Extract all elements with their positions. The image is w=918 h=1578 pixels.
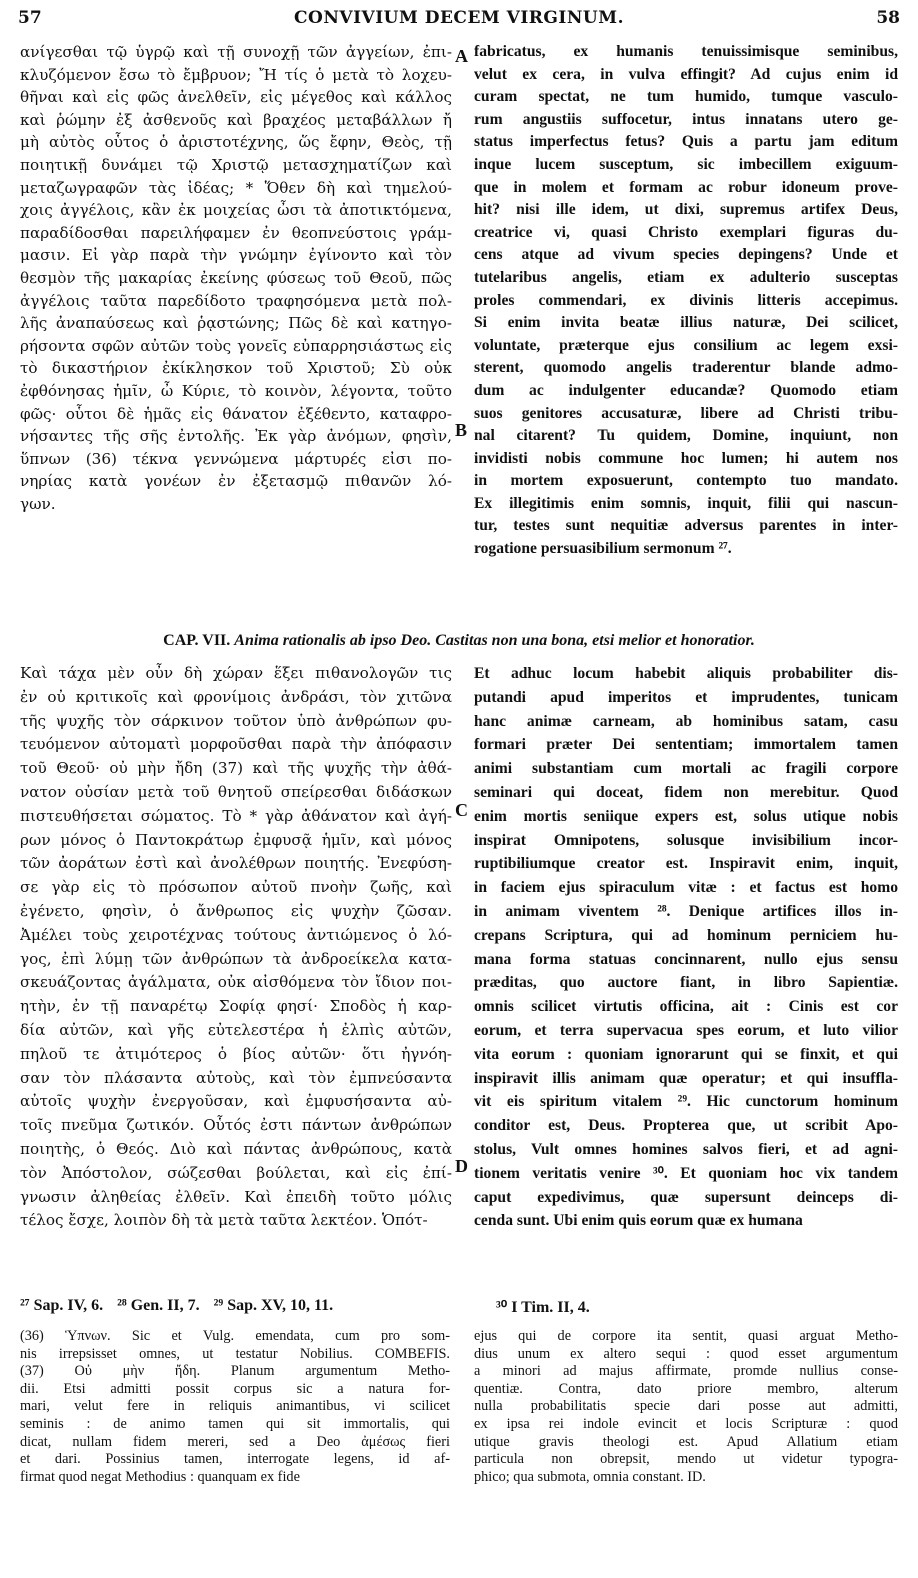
- scripture-ref: ²⁹ Sap. XV, 10, 11.: [213, 1297, 334, 1314]
- text-line: λῆς ἀναπαύσεως καὶ ῥᾳστώνης; Πῶς δὲ καὶ κατηγο-: [20, 314, 452, 333]
- footnote-line: utique gravis theologi est. Apud Allatium etiam: [474, 1433, 898, 1450]
- text-line: πιστευθήσεται σώματος. Τὸ * γὰρ ἀθάνατον καὶ ἀγή-: [20, 806, 452, 825]
- text-line: ρήσοντα σφῶν αὐτῶν τοὺς γονεῖς εὐπαρρησιάστως εἰς: [20, 336, 452, 355]
- text-line: ανίγεσθαι τῷ ὑγρῷ καὶ τῇ συνοχῇ τῶν ἀγγείων, ἐπι-: [20, 43, 452, 61]
- text-line: inque lucem susceptum, sic imbecillem exiguum-: [474, 155, 898, 173]
- page-number-left: 57: [18, 8, 42, 28]
- margin-marker-b: B: [455, 420, 468, 440]
- footnotes-right: [474, 1328, 898, 1486]
- text-line: μὴ αὐτὸς οὗτος ὁ ἀριστοτέχνης, ὥς ἔφην, Θεὸς, τῇ: [20, 133, 452, 152]
- text-line: sterent, quomodo angelis traderentur blande admo-: [474, 359, 898, 377]
- margin-marker-d: D: [455, 1156, 468, 1176]
- footnote-line: (36) Ὑπνων. Sic et Vulg. emendata, cum pro som-: [20, 1328, 450, 1344]
- text-line: rum angustiis suffocetur, intus innatans utero ge-: [474, 110, 898, 128]
- page-title: CONVIVIUM DECEM VIRGINUM.: [294, 8, 624, 28]
- footnote-line: mari, velut fere in reliquis animantibus, vi scilicet: [20, 1398, 450, 1415]
- text-line: proles commendari, ex divinis litteris accepimus.: [474, 291, 898, 309]
- text-line: mana forma statuas concinnarent, nullo ejus sensu: [474, 950, 898, 968]
- text-line: ητὴν, ἐν τῇ παναρέτῳ Σοφίᾳ φησί· Σποδὸς ἡ καρ-: [20, 997, 452, 1016]
- text-line: ἐφθόνησας ἡμῖν, ὦ Κύριε, τὸ κοινὸν, λέγοντα, τοῦτο: [20, 381, 452, 400]
- text-line: crepans Scriptura, qui ad hominum perniciem hu-: [474, 926, 898, 944]
- text-line: dum ac indulgenter educandæ? Quomodo etiam: [474, 381, 898, 399]
- text-line: τῶν ἀοράτων ἐστὶ καὶ ἀνολέθρων ποιητής. Ἐνεφύση-: [20, 854, 452, 873]
- footnote-line: nulla probabilitatis specie dari posse aut admitti,: [474, 1398, 898, 1415]
- text-line: que in molem et formam ac robur idoneum prove-: [474, 178, 898, 196]
- text-line: ρων μόνος ὁ Παντοκράτωρ ἐμφυσᾷ ἡμῖν, καὶ μόνος: [20, 830, 452, 849]
- text-line: ποιητικῇ δυνάμει τῷ Χριστῷ μετασχηματίζων καὶ: [20, 155, 452, 174]
- text-line: in mortem exposuerunt, contempto tuo mandato.: [474, 472, 898, 490]
- text-line: καὶ ῥώμην ἐξ ἀσθενοῦς καὶ βραχέος μεταβάλλων ἤ: [20, 110, 452, 129]
- latin-text-bottom: [474, 662, 898, 1233]
- text-line: Ἀμέλει τοὺς χειροτέχνας τούτους ἀντιώμενος ὁ λό-: [20, 925, 452, 944]
- text-line: cenda sunt. Ubi enim quis eorum quæ ex humana: [474, 1212, 803, 1230]
- text-line: stolus, Vult omnes homines salvos fieri, et ad agni-: [474, 1140, 898, 1158]
- text-line: γος, ἐπὶ λύμῃ τῶν ἀνθρώπων τὰ ἀνδροείκελα κατα-: [20, 949, 452, 968]
- text-line: Καὶ τάχα μὲν οὖν δὴ χώραν ἕξει πιθανολογῶν τις: [20, 664, 452, 682]
- text-line: τῆς ψυχῆς τὸν σάρκινον τοῦτον ὑπὸ ἀνθρώπων φυ-: [20, 711, 452, 730]
- text-line: hanc animæ carneam, ab hominibus satam, casu: [474, 712, 898, 730]
- text-line: δία αὐτῶν, καὶ γῆς εὐτελεστέρα ἡ ἐλπὶς αὐτῶν,: [20, 1020, 452, 1039]
- text-line: χοις ἀγγέλοις, κἂν ἐκ μοιχείας ὦσι τὰ ἀποτικτόμενα,: [20, 201, 452, 220]
- text-line: τέλος ἔσχε, λοιπὸν δὴ τὰ μετὰ ταῦτα λεκτέον. Ὁπότ-: [20, 1211, 428, 1230]
- text-line: hit? nisi ille idem, ut dixi, supremus artifex Deus,: [474, 201, 898, 219]
- margin-marker-a: A: [455, 46, 468, 66]
- text-line: Et adhuc locum habebit aliquis probabiliter dis-: [474, 665, 898, 682]
- chapter-heading: [20, 632, 898, 650]
- text-line: θῆναι καὶ εἰς φῶς ἀνελθεῖν, εἰς μέγεθος καὶ κάλλος: [20, 88, 452, 107]
- chapter-number: CAP. VII.: [163, 632, 231, 649]
- text-line: status imperfectus fetus? Quis a partu jam editum: [474, 133, 898, 151]
- text-line: inspiravit illis animam quæ operatur; et qui insuffla-: [474, 1069, 898, 1087]
- footnote-line: nis irrepsisset omnes, ut testatur Nobilius. COMBEFIS.: [20, 1345, 450, 1362]
- footnote-line: et dari. Possinius tamen, interrogate legens, id af-: [20, 1451, 450, 1468]
- text-line: rogatione persuasibilium sermonum ²⁷.: [474, 540, 732, 558]
- text-line: caput expedivimus, quæ supersunt deinceps di-: [474, 1188, 898, 1206]
- text-line: θεσμὸν τῆς μακαρίας ἐκείνης φύσεως τοῦ Θεοῦ, πῶς: [20, 268, 452, 287]
- text-line: Si enim invita beatæ illius naturæ, Dei scilicet,: [474, 314, 898, 332]
- text-line: μεταζωγραφῶν τὰς ἰδέας; * Ὅθεν δὴ καὶ τημελού-: [20, 178, 452, 197]
- text-line: τοῦ Θεοῦ· οὐ μὴν ἤδη (37) καὶ τῆς ψυχῆς τὴν ἀθά-: [20, 759, 452, 778]
- footnote-line: a minori ad majus affirmate, promde nullius conse-: [474, 1363, 898, 1380]
- text-line: nal citarent? Tu quidem, Domine, inquiunt, non: [474, 427, 898, 445]
- text-line: φῶς· οὗτοι δὲ ἡμᾶς εἰς θάνατον ἐξέθεντο, καταφρο-: [20, 404, 452, 423]
- text-line: παραδίδοσθαι παρειλήφαμεν ἐν θεοπνεύστοις γράμ-: [20, 223, 452, 242]
- text-line: suos genitores accusaturæ, libere ad Christi tribu-: [474, 404, 898, 422]
- text-line: νήσαντες τῆς σῆς ἐντολῆς. Ἐκ γὰρ ἀνόμων, φησὶν,: [20, 427, 452, 446]
- text-line: τὸν Ἀπόστολον, σώζεσθαι βούλεται, καὶ εἰς ἐπί-: [20, 1163, 452, 1182]
- page-number-right: 58: [876, 8, 900, 28]
- text-line: νατον οὐσίαν μετὰ τοῦ θνητοῦ σπείρεσθαι διδάσκων: [20, 782, 452, 801]
- footnote-line: dicat, nullam fidem mereri, sed a Deo ἀμέσως fieri: [20, 1433, 450, 1450]
- text-line: tur, testes sunt nequitiæ adversus parentes in inter-: [474, 517, 898, 535]
- text-line: ἀγγέλοις ταῦτα παρεδίδοτο τραφησόμενα μετὰ πολ-: [20, 291, 452, 310]
- text-line: γων.: [20, 494, 56, 513]
- text-line: vita eorum : quoniam ignorarunt qui se finxit, et qui: [474, 1045, 898, 1063]
- running-head: [18, 8, 900, 34]
- text-line: πηλοῦ τε ἀτιμότερος ὁ βίος αὐτῶν· ὅτι ἠγνόη-: [20, 1044, 452, 1063]
- text-line: fabricatus, ex humanis tenuissimisque seminibus,: [474, 43, 898, 60]
- text-line: omnis scilicet virtutis officina, ait : Cinis est cor: [474, 998, 898, 1016]
- text-line: Ex illegitimis enim somnis, inquit, filii qui nascun-: [474, 494, 898, 512]
- text-line: σκευάζοντας ἀγάλματα, οὐκ αἰσθόμενα τὸν ἴδιον ποι-: [20, 973, 452, 992]
- footnote-line: ejus qui de corpore ita sentit, quasi arguat Metho-: [474, 1328, 898, 1344]
- text-line: præditas, quo auctore fiant, in libro Sapientiæ.: [474, 974, 898, 992]
- greek-text-bottom: [20, 662, 452, 1233]
- footnote-line: phico; qua submota, omnia constant. ID.: [474, 1468, 706, 1485]
- text-line: formari præter Dei sententiam; immortalem tamen: [474, 736, 898, 754]
- text-line: νηρίας κατὰ γονέων ἐν ἐξετασμῷ πιθανῶν λό-: [20, 472, 452, 491]
- text-line: σε γὰρ εἰς τὸ πρόσωπον αὐτοῦ πνοὴν ζωῆς, καὶ: [20, 878, 452, 897]
- greek-text-top: [20, 41, 452, 515]
- footnote-line: dii. Etsi admitti possit corpus sic a natura for-: [20, 1380, 450, 1397]
- text-line: tutelaribus angelis, etiam ex adulterio susceptas: [474, 268, 898, 286]
- text-line: eorum, et terra supervacua spes eorum, et luto vilior: [474, 1021, 898, 1039]
- scripture-references: [20, 1297, 898, 1315]
- text-line: σαν τὸν πλάσαντα αὐτοὺς, καὶ τὸν ἐμπνεύσαντα: [20, 1068, 452, 1087]
- text-line: ποιητὴς, ὁ Θεός. Διὸ καὶ πάντας ἀνθρώπους, κατὰ: [20, 1139, 452, 1158]
- text-line: invidisti nobis commune hoc lumen; hi autem nos: [474, 449, 898, 467]
- text-line: conditor est, Deus. Propterea que, ut scribit Apo-: [474, 1117, 898, 1135]
- text-line: velut ex cera, in vulva effingit? Ad cujus enim id: [474, 65, 898, 83]
- text-line: vit eis spiritum vitalem ²⁹. Hic cunctorum hominum: [474, 1093, 898, 1111]
- footnote-line: firmat quod negat Methodius : quanquam ex fide: [20, 1468, 300, 1485]
- text-line: creatrice vi, quasi Christo exemplari figuras du-: [474, 223, 898, 241]
- text-line: τὸ δικαστήριον ἐκίκλησκον τοῦ Χριστοῦ; Σὺ οὐκ: [20, 359, 452, 378]
- text-line: voluntate, præterque ejus consilium ac legem exsi-: [474, 336, 898, 354]
- margin-marker-c: C: [455, 800, 468, 820]
- footnote-line: seminis : de animo tamen qui sit immortalis, qui: [20, 1415, 450, 1432]
- text-line: in animam viventem ²⁸. Denique artifices illos in-: [474, 902, 898, 920]
- scripture-ref: ²⁸ Gen. II, 7.: [117, 1297, 200, 1314]
- text-line: putandi apud imperitos et imprudentes, tunicam: [474, 688, 898, 706]
- text-line: animi substantiam cum mortali ac fragili corpore: [474, 760, 898, 778]
- text-line: ἐν οὐ κριτικοῖς καὶ φρονίμοις ἀνδράσι, τὸν χιτῶνα: [20, 687, 452, 706]
- text-line: inspirat Omnipotens, solusque invisibilium incor-: [474, 831, 898, 849]
- text-line: curam spectat, ne tum humido, tumque vasculo-: [474, 88, 898, 106]
- text-line: enim mortis seniique expers est, solus utique nobis: [474, 807, 898, 825]
- text-line: tionem veritatis venire ³⁰. Et quoniam hoc vix tandem: [474, 1164, 898, 1182]
- text-line: ὕπνων (36) τέκνα γεννώμενα μάρτυρές εἰσι πο-: [20, 449, 452, 468]
- footnote-line: quentiæ. Contra, dato priore membro, alterum: [474, 1380, 898, 1397]
- text-line: μασιν. Εἰ γὰρ παρὰ τὴν γνώμην ἐγίνοντο καὶ τὸν: [20, 246, 452, 265]
- text-line: κλυζόμενον ἔσω τὸ ἔμβρυον; Ἤ τίς ὁ μετὰ τὸ λοχευ-: [20, 65, 452, 84]
- text-line: cens atque ad vivum species depingens? Unde et: [474, 246, 898, 264]
- scripture-ref: ³⁰ I Tim. II, 4.: [496, 1299, 590, 1316]
- text-line: in faciem ejus spiraculum vitæ : et factus est homo: [474, 879, 898, 897]
- text-line: γνωσιν ἀληθείας ἐλθεῖν. Καὶ ἐπειδὴ τοῦτο μόλις: [20, 1187, 452, 1206]
- scripture-ref: ²⁷ Sap. IV, 6.: [20, 1297, 104, 1314]
- footnote-line: particula non obrepsit, mendo ut videtur typogra-: [474, 1451, 898, 1468]
- latin-text-top: [474, 41, 898, 561]
- text-line: τευόμενον αὐτοματὶ μορφοῦσθαι παρὰ τὴν ἀπόφασιν: [20, 735, 452, 754]
- chapter-title: Anima rationalis ab ipso Deo. Castitas non una bona, etsi melior et honoratior.: [234, 632, 755, 649]
- text-line: seminari qui doceat, fidem non merebitur. Quod: [474, 783, 898, 801]
- footnotes-left: [20, 1328, 450, 1486]
- text-line: ruptibiliumque creator est. Inspiravit enim, inquit,: [474, 855, 898, 873]
- text-line: τοῖς πνεῦμα ζωτικόν. Οὗτός ἐστι πάντων ἀνθρώπων: [20, 1116, 452, 1135]
- footnote-line: dius unum ex altero sequi : quod esset argumentum: [474, 1345, 898, 1362]
- footnote-line: ex ipsa rei indole evincit et locis Scripturæ : quod: [474, 1415, 898, 1432]
- text-line: αὐτοῖς ψυχὴν ἐνεργοῦσαν, καὶ ἐμφυσήσαντα αὐ-: [20, 1092, 452, 1111]
- text-line: ἐγένετο, φησὶν, ὁ ἄνθρωπος εἰς ψυχὴν ζῶσαν.: [20, 901, 452, 920]
- footnote-line: (37) Οὐ μὴν ἤδη. Planum argumentum Metho-: [20, 1363, 450, 1380]
